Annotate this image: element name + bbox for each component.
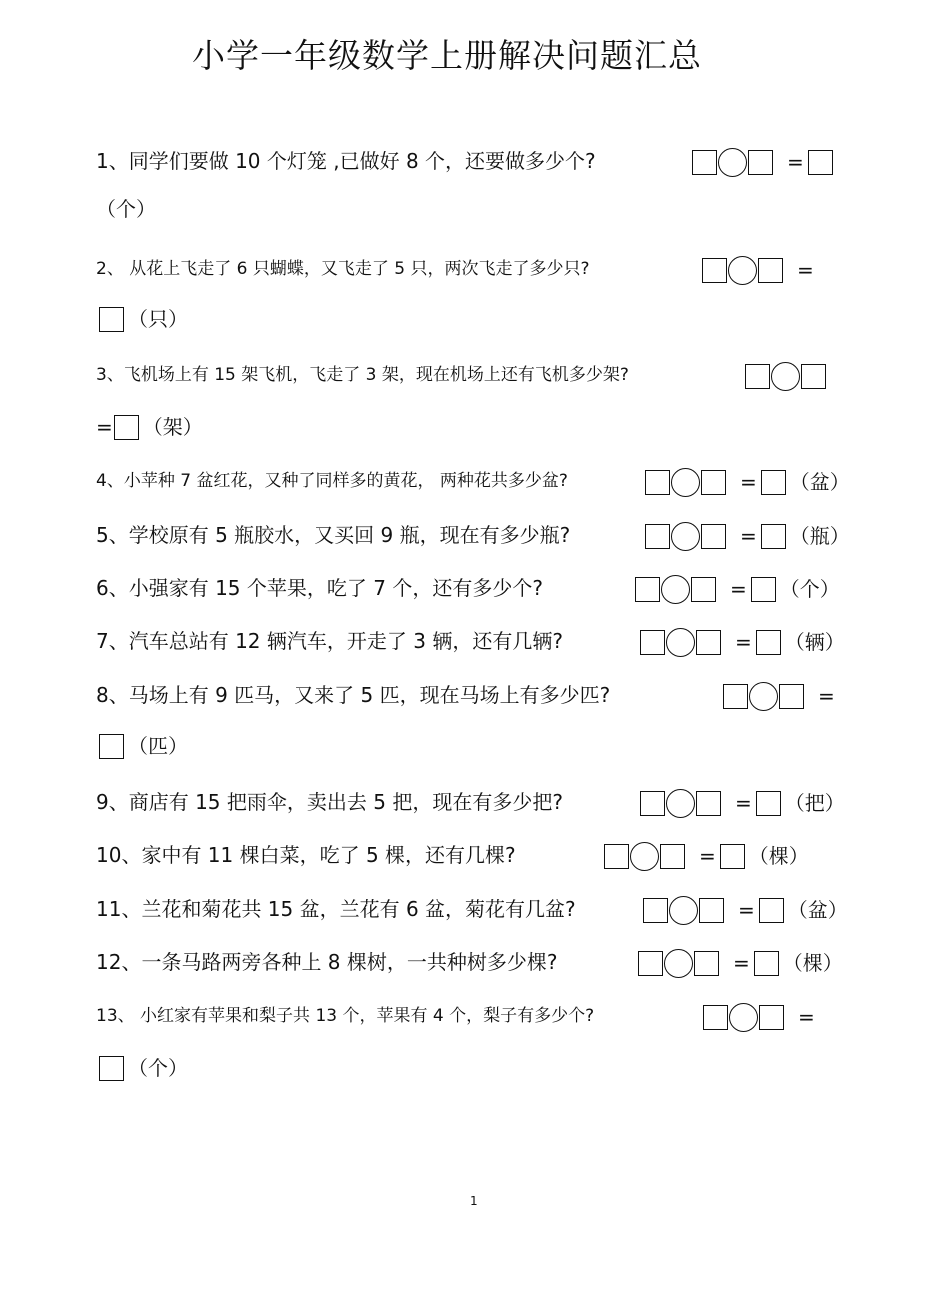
answer-equation xyxy=(640,627,845,657)
equals-sign: = xyxy=(735,791,752,815)
unit-label: （棵） xyxy=(782,951,843,975)
problem-13 xyxy=(0,996,950,1036)
problem-1-line2 xyxy=(0,188,950,228)
result-box[interactable] xyxy=(756,791,781,816)
problem-text: 11、兰花和菊花共 15 盆，兰花有 6 盆，菊花有几盆? xyxy=(96,897,576,921)
operand-box[interactable] xyxy=(801,364,826,389)
operand-box[interactable] xyxy=(696,791,721,816)
equals-sign: = xyxy=(787,150,804,174)
operand-box[interactable] xyxy=(645,524,670,549)
operand-box[interactable] xyxy=(691,577,716,602)
page-title: 小学一年级数学上册解决问题汇总 xyxy=(192,36,702,75)
operand-box[interactable] xyxy=(701,470,726,495)
problem-9 xyxy=(0,782,950,822)
result-box[interactable] xyxy=(754,951,779,976)
unit-label: （瓶） xyxy=(789,524,850,548)
result-box[interactable] xyxy=(114,415,139,440)
answer-equation xyxy=(604,841,809,871)
problem-3-line2 xyxy=(0,406,950,446)
unit-label: （辆） xyxy=(784,630,845,654)
unit-label: （个） xyxy=(96,197,156,221)
answer-equation xyxy=(702,255,818,285)
operator-circle[interactable] xyxy=(666,789,695,818)
unit-label: （只） xyxy=(128,307,188,331)
problem-text: 9、商店有 15 把雨伞，卖出去 5 把，现在有多少把? xyxy=(96,790,563,814)
result-box[interactable] xyxy=(99,307,124,332)
problem-6 xyxy=(0,568,950,608)
equals-sign: = xyxy=(797,258,814,282)
problem-13-line2 xyxy=(0,1047,950,1087)
result-box[interactable] xyxy=(720,844,745,869)
unit-label: （个） xyxy=(128,1056,188,1080)
operand-box[interactable] xyxy=(696,630,721,655)
result-box[interactable] xyxy=(759,898,784,923)
equals-sign: = xyxy=(730,577,747,601)
equals-sign: = xyxy=(740,524,757,548)
operand-box[interactable] xyxy=(640,630,665,655)
operator-circle[interactable] xyxy=(749,682,778,711)
problem-3 xyxy=(0,355,950,395)
answer-equation xyxy=(692,147,833,177)
problem-text: 1、同学们要做 10 个灯笼 ,已做好 8 个，还要做多少个? xyxy=(96,149,596,173)
unit-label: （把） xyxy=(784,791,845,815)
operator-circle[interactable] xyxy=(664,949,693,978)
unit-label: （匹） xyxy=(128,734,188,758)
operand-box[interactable] xyxy=(702,258,727,283)
result-box[interactable] xyxy=(756,630,781,655)
operand-box[interactable] xyxy=(745,364,770,389)
problem-4 xyxy=(0,461,950,501)
answer-equation xyxy=(638,948,843,978)
problem-text: 12、一条马路两旁各种上 8 棵树，一共种树多少棵? xyxy=(96,950,558,974)
result-box[interactable] xyxy=(99,734,124,759)
operand-box[interactable] xyxy=(694,951,719,976)
answer-equation xyxy=(723,681,839,711)
result-box[interactable] xyxy=(808,150,833,175)
operand-box[interactable] xyxy=(660,844,685,869)
problem-text: 10、家中有 11 棵白菜，吃了 5 棵，还有几棵? xyxy=(96,843,516,867)
answer-equation xyxy=(643,895,848,925)
problem-text: 6、小强家有 15 个苹果，吃了 7 个，还有多少个? xyxy=(96,576,543,600)
result-box[interactable] xyxy=(761,470,786,495)
operand-box[interactable] xyxy=(635,577,660,602)
answer-equation xyxy=(703,1002,819,1032)
operand-box[interactable] xyxy=(759,1005,784,1030)
problem-11 xyxy=(0,889,950,929)
problem-text: 5、学校原有 5 瓶胶水，又买回 9 瓶，现在有多少瓶? xyxy=(96,523,571,547)
operand-box[interactable] xyxy=(779,684,804,709)
operator-circle[interactable] xyxy=(671,468,700,497)
equals-sign: = xyxy=(738,898,755,922)
operator-circle[interactable] xyxy=(661,575,690,604)
operand-box[interactable] xyxy=(699,898,724,923)
problem-text: 4、小苹种 7 盆红花，又种了同样多的黄花， 两种花共多少盆? xyxy=(96,471,568,491)
problem-12 xyxy=(0,942,950,982)
problem-8 xyxy=(0,675,950,715)
result-box[interactable] xyxy=(99,1056,124,1081)
operator-circle[interactable] xyxy=(728,256,757,285)
operator-circle[interactable] xyxy=(666,628,695,657)
operator-circle[interactable] xyxy=(771,362,800,391)
answer-equation xyxy=(635,574,840,604)
result-box[interactable] xyxy=(761,524,786,549)
page-number: 1 xyxy=(470,1194,478,1208)
operator-circle[interactable] xyxy=(669,896,698,925)
problem-text: 3、飞机场上有 15 架飞机，飞走了 3 架，现在机场上还有飞机多少架? xyxy=(96,365,629,385)
operand-box[interactable] xyxy=(703,1005,728,1030)
unit-label: （棵） xyxy=(748,844,809,868)
operand-box[interactable] xyxy=(604,844,629,869)
unit-label: （个） xyxy=(779,577,840,601)
problem-2-line2 xyxy=(0,298,950,338)
operator-circle[interactable] xyxy=(718,148,747,177)
operand-box[interactable] xyxy=(638,951,663,976)
operator-circle[interactable] xyxy=(671,522,700,551)
operand-box[interactable] xyxy=(723,684,748,709)
operand-box[interactable] xyxy=(645,470,670,495)
equals-sign: = xyxy=(798,1005,815,1029)
answer-equation xyxy=(745,361,826,391)
result-box[interactable] xyxy=(751,577,776,602)
problem-2 xyxy=(0,249,950,289)
operand-box[interactable] xyxy=(640,791,665,816)
unit-label: （架） xyxy=(142,415,203,439)
equals-sign: = xyxy=(96,415,113,439)
operand-box[interactable] xyxy=(758,258,783,283)
problem-1 xyxy=(0,141,950,181)
equals-sign: = xyxy=(740,470,757,494)
answer-equation xyxy=(640,788,845,818)
problem-text: 7、汽车总站有 12 辆汽车，开走了 3 辆，还有几辆? xyxy=(96,629,563,653)
operand-box[interactable] xyxy=(748,150,773,175)
answer-equation xyxy=(645,467,850,497)
operand-box[interactable] xyxy=(701,524,726,549)
problem-text: 8、马场上有 9 匹马，又来了 5 匹，现在马场上有多少匹? xyxy=(96,683,611,707)
unit-label: （盆） xyxy=(789,470,850,494)
unit-label: （盆） xyxy=(787,898,848,922)
problem-7 xyxy=(0,621,950,661)
equals-sign: = xyxy=(733,951,750,975)
problem-text: 13、 小红家有苹果和梨子共 13 个，苹果有 4 个，梨子有多少个? xyxy=(96,1006,595,1026)
answer-equation xyxy=(645,521,850,551)
problem-5 xyxy=(0,515,950,555)
operator-circle[interactable] xyxy=(630,842,659,871)
operand-box[interactable] xyxy=(643,898,668,923)
operand-box[interactable] xyxy=(692,150,717,175)
equals-sign: = xyxy=(818,684,835,708)
equals-sign: = xyxy=(699,844,716,868)
operator-circle[interactable] xyxy=(729,1003,758,1032)
problem-text: 2、 从花上飞走了 6 只蝴蝶，又飞走了 5 只，两次飞走了多少只? xyxy=(96,259,590,279)
problem-10 xyxy=(0,835,950,875)
equals-sign: = xyxy=(735,630,752,654)
problem-8-line2 xyxy=(0,725,950,765)
